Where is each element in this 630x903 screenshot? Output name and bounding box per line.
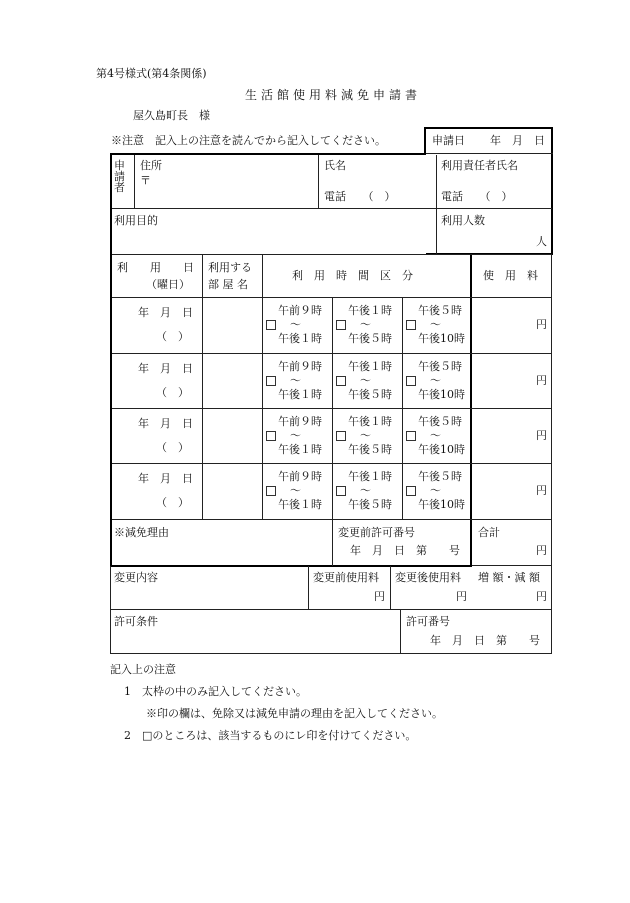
time-slot[interactable]: [336, 304, 392, 346]
row-fee-unit: 円: [536, 318, 547, 331]
responsible-name-label: 利用責任者氏名: [441, 159, 518, 172]
total-label: 合計: [478, 526, 500, 539]
application-date-value[interactable]: 年 月 日: [490, 134, 545, 147]
diff-label: 増 額・減 額: [478, 571, 540, 584]
phone-label: 電話 （ ）: [324, 190, 396, 203]
time-slot[interactable]: [406, 470, 465, 512]
row-weekday[interactable]: （ ）: [156, 496, 189, 509]
row-room-field[interactable]: [204, 411, 260, 461]
slot-tilde: ～: [430, 374, 441, 387]
diff-unit: 円: [536, 590, 547, 603]
checkbox-icon[interactable]: [336, 320, 346, 330]
checkbox-icon[interactable]: [406, 320, 416, 330]
instruction-note: ※印の欄は、免除又は減免申請の理由を記入してください。: [146, 707, 443, 720]
slot-tilde: ～: [430, 318, 441, 331]
postal-mark: 〒: [140, 174, 151, 187]
slot-end: 午後10時: [418, 388, 465, 401]
application-date-label: 申請日: [432, 134, 465, 147]
slot-tilde: ～: [360, 484, 371, 497]
purpose-label: 利用目的: [114, 214, 158, 227]
slot-tilde: ～: [290, 318, 301, 331]
responsible-phone-label: 電話 （ ）: [441, 190, 513, 203]
row-date[interactable]: 年 月 日: [138, 472, 193, 485]
row-room-field[interactable]: [204, 300, 260, 350]
row-room-field[interactable]: [204, 466, 260, 516]
row-fee-unit: 円: [536, 429, 547, 442]
new-fee-unit: 円: [456, 590, 467, 603]
header-room-1: 利用する: [208, 261, 252, 274]
slot-start: 午前９時: [278, 304, 322, 317]
checkbox-icon[interactable]: [406, 376, 416, 386]
slot-start: 午後１時: [348, 470, 392, 483]
time-slot[interactable]: [406, 304, 465, 346]
address-label: 住所: [140, 159, 162, 172]
slot-start: 午後１時: [348, 415, 392, 428]
slot-end: 午後５時: [348, 498, 392, 511]
users-count-label: 利用人数: [441, 214, 485, 227]
slot-end: 午後１時: [278, 388, 322, 401]
slot-start: 午前９時: [278, 415, 322, 428]
instructions-heading: 記入上の注意: [110, 663, 176, 676]
users-unit: 人: [536, 235, 547, 248]
row-weekday[interactable]: （ ）: [156, 441, 189, 454]
change-content-label: 変更内容: [114, 571, 158, 584]
checkbox-icon[interactable]: [266, 486, 276, 496]
checkbox-icon[interactable]: [406, 486, 416, 496]
time-slot[interactable]: [406, 415, 465, 457]
new-fee-label: 変更後使用料: [395, 571, 461, 584]
row-date[interactable]: 年 月 日: [138, 417, 193, 430]
checkbox-icon[interactable]: [266, 376, 276, 386]
form-title: 生活館使用料減免申請書: [245, 88, 422, 102]
header-fee: 使 用 料: [483, 269, 538, 282]
prev-permit-label: 変更前許可番号: [338, 526, 415, 539]
checkbox-icon[interactable]: [336, 376, 346, 386]
header-time-slot: 利 用 時 間 区 分: [292, 269, 413, 282]
slot-tilde: ～: [360, 374, 371, 387]
slot-tilde: ～: [430, 484, 441, 497]
permit-conditions-label: 許可条件: [114, 615, 158, 628]
slot-end: 午後１時: [278, 443, 322, 456]
row-date[interactable]: 年 月 日: [138, 362, 193, 375]
slot-tilde: ～: [360, 429, 371, 442]
total-unit: 円: [536, 544, 547, 557]
time-slot[interactable]: [336, 415, 392, 457]
instruction-2: 2 □のところは、該当するものにレ印を付けてください。: [124, 729, 417, 742]
header-weekday: （曜日）: [146, 278, 190, 291]
checkbox-icon[interactable]: [266, 320, 276, 330]
form-number: 第4号様式(第4条関係): [96, 67, 207, 80]
header-date: 利 用 日: [117, 261, 194, 274]
slot-start: 午後５時: [418, 415, 462, 428]
permit-number-value: 年 月 日 第 号: [430, 634, 540, 647]
checkbox-icon[interactable]: [266, 431, 276, 441]
slot-tilde: ～: [360, 318, 371, 331]
slot-tilde: ～: [290, 429, 301, 442]
slot-end: 午後５時: [348, 443, 392, 456]
prev-fee-label: 変更前使用料: [313, 571, 379, 584]
checkbox-icon[interactable]: [406, 431, 416, 441]
slot-tilde: ～: [430, 429, 441, 442]
row-weekday[interactable]: （ ）: [156, 330, 189, 343]
slot-end: 午後10時: [418, 443, 465, 456]
time-slot[interactable]: [406, 360, 465, 402]
slot-start: 午後５時: [418, 304, 462, 317]
slot-start: 午後５時: [418, 360, 462, 373]
permit-number-label: 許可番号: [406, 615, 450, 628]
reduction-reason-label: ※減免理由: [114, 526, 169, 539]
slot-start: 午後５時: [418, 470, 462, 483]
slot-start: 午前９時: [278, 360, 322, 373]
checkbox-icon[interactable]: [336, 486, 346, 496]
row-fee-unit: 円: [536, 374, 547, 387]
slot-end: 午後10時: [418, 332, 465, 345]
time-slot[interactable]: [336, 360, 392, 402]
slot-end: 午後５時: [348, 388, 392, 401]
checkbox-icon[interactable]: [336, 431, 346, 441]
instruction-1: 1 太枠の中のみ記入してください。: [124, 685, 307, 698]
header-room-2: 部 屋 名: [208, 278, 248, 291]
time-slot[interactable]: [266, 415, 322, 457]
time-slot[interactable]: [266, 304, 322, 346]
row-room-field[interactable]: [204, 356, 260, 406]
name-label: 氏名: [324, 159, 346, 172]
slot-tilde: ～: [290, 484, 301, 497]
slot-end: 午後１時: [278, 332, 322, 345]
address-field[interactable]: [140, 175, 310, 205]
slot-end: 午後５時: [348, 332, 392, 345]
time-slot[interactable]: [266, 470, 322, 512]
time-slot[interactable]: [336, 470, 392, 512]
slot-start: 午前９時: [278, 470, 322, 483]
notice: ※注意 記入上の注意を読んでから記入してください。: [111, 134, 386, 147]
slot-start: 午後１時: [348, 304, 392, 317]
row-fee-unit: 円: [536, 484, 547, 497]
row-weekday[interactable]: （ ）: [156, 386, 189, 399]
prev-permit-value: 年 月 日 第 号: [350, 544, 460, 557]
applicant-label: 申 請 者: [114, 159, 125, 194]
addressee: 屋久島町長 様: [133, 109, 210, 122]
slot-end: 午後10時: [418, 498, 465, 511]
slot-tilde: ～: [290, 374, 301, 387]
prev-fee-unit: 円: [374, 590, 385, 603]
slot-start: 午後１時: [348, 360, 392, 373]
time-slot[interactable]: [266, 360, 322, 402]
slot-end: 午後１時: [278, 498, 322, 511]
row-date[interactable]: 年 月 日: [138, 306, 193, 319]
